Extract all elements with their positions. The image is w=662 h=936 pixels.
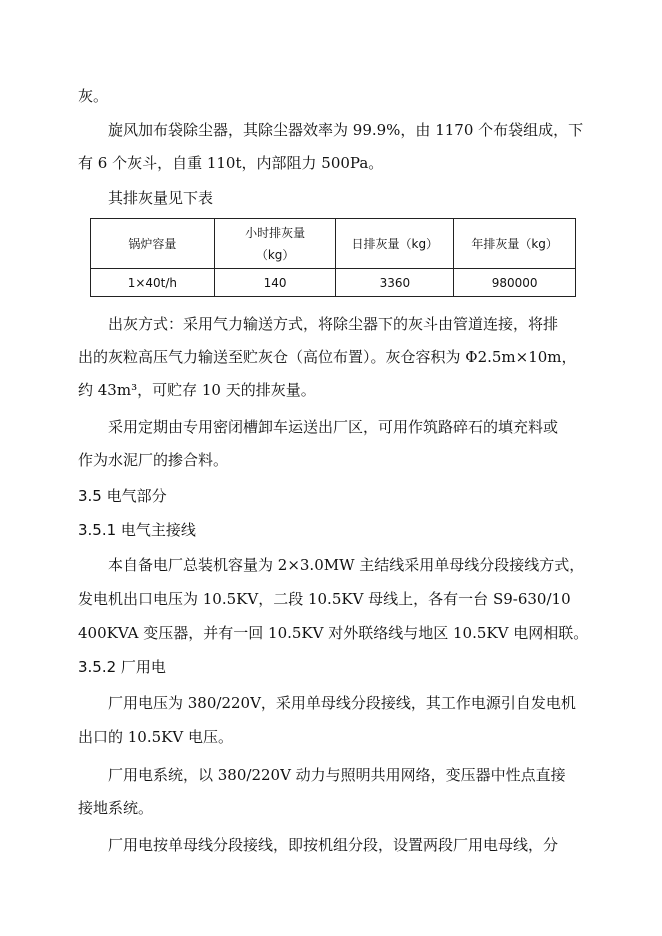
paragraph-line: 厂用电按单母线分段接线，即按机组分段，设置两段厂用电母线，分	[108, 836, 559, 854]
cell-hourly-ash: 140	[214, 269, 336, 297]
table-row	[91, 269, 576, 297]
subsection-heading: 3.5.2 厂用电	[78, 658, 166, 676]
header-daily-ash: 日排灰量（kg）	[336, 219, 454, 269]
paragraph-line: 厂用电系统，以 380/220V 动力与照明共用网络，变压器中性点直接	[108, 766, 566, 784]
paragraph-line: 作为水泥厂的掺合料。	[78, 451, 229, 469]
header-boiler-capacity: 锅炉容量	[91, 219, 215, 269]
paragraph-line: 旋风加布袋除尘器，其除尘器效率为 99.9%，由 1170 个布袋组成，下	[108, 121, 584, 139]
paragraph-line: 接地系统。	[78, 799, 154, 817]
section-heading: 3.5 电气部分	[78, 487, 167, 505]
paragraph-line: 出的灰粒高压气力输送至贮灰仓（高位布置）。灰仓容积为 Φ2.5m×10m，	[78, 348, 577, 366]
paragraph-line: 灰。	[78, 87, 109, 105]
header-hourly-ash-line2: （kg）	[255, 247, 295, 262]
paragraph-line: 出口的 10.5KV 电压。	[78, 728, 233, 746]
paragraph-line: 本自备电厂总装机容量为 2×3.0MW 主结线采用单母线分段接线方式，	[108, 556, 585, 574]
cell-boiler-capacity: 1×40t/h	[91, 269, 215, 297]
table-caption: 其排灰量见下表	[108, 189, 214, 207]
table-header-row	[91, 219, 576, 269]
cell-yearly-ash: 980000	[454, 269, 576, 297]
cell-daily-ash: 3360	[336, 269, 454, 297]
subsection-heading: 3.5.1 电气主接线	[78, 521, 196, 539]
paragraph-line: 约 43m³，可贮存 10 天的排灰量。	[78, 381, 316, 399]
paragraph-line: 发电机出口电压为 10.5KV，二段 10.5KV 母线上，各有一台 S9-630/10	[78, 590, 571, 608]
paragraph-line: 采用定期由专用密闭槽卸车运送出厂区，可用作筑路碎石的填充料或	[108, 418, 559, 436]
paragraph-line: 出灰方式：采用气力输送方式，将除尘器下的灰斗由管道连接，将排	[108, 315, 559, 333]
header-hourly-ash	[214, 219, 336, 269]
paragraph-line: 厂用电压为 380/220V，采用单母线分段接线，其工作电源引自发电机	[108, 694, 576, 712]
ash-discharge-table	[90, 218, 576, 297]
paragraph-line: 有 6 个灰斗，自重 110t，内部阻力 500Pa。	[78, 154, 384, 172]
paragraph-line: 400KVA 变压器，并有一回 10.5KV 对外联络线与地区 10.5KV 电网相联。	[78, 624, 589, 642]
header-yearly-ash: 年排灰量（kg）	[454, 219, 576, 269]
header-hourly-ash-line1: 小时排灰量	[245, 225, 306, 240]
